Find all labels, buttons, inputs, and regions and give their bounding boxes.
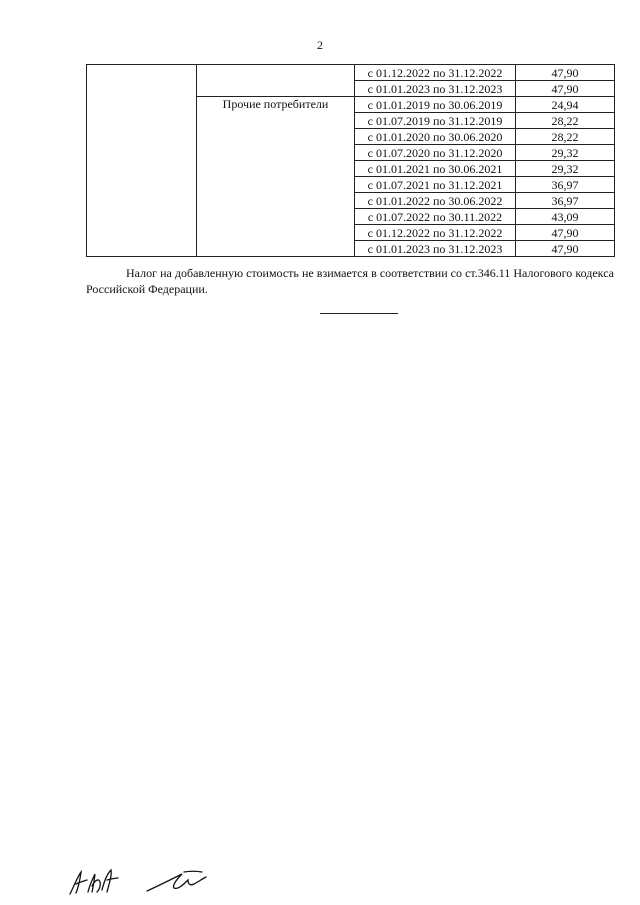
price-cell: 36,97 (516, 193, 615, 209)
price-cell: 47,90 (516, 81, 615, 97)
period-cell: с 01.01.2023 по 31.12.2023 (355, 81, 516, 97)
period-cell: с 01.07.2020 по 31.12.2020 (355, 145, 516, 161)
period-cell: с 01.01.2022 по 30.06.2022 (355, 193, 516, 209)
price-cell: 28,22 (516, 129, 615, 145)
consumer-cell: Прочие потребители (197, 97, 355, 257)
price-cell: 29,32 (516, 161, 615, 177)
table-row (87, 65, 615, 81)
vat-note (86, 265, 614, 297)
price-cell: 47,90 (516, 65, 615, 81)
price-cell: 47,90 (516, 225, 615, 241)
vat-note-text: Налог на добавленную стоимость не взимается в соответствии со ст.346.11 Налогового кодекса Российской Федерации. (86, 266, 614, 296)
signature-2 (144, 864, 224, 894)
period-cell: с 01.01.2020 по 30.06.2020 (355, 129, 516, 145)
period-cell: с 01.01.2019 по 30.06.2019 (355, 97, 516, 113)
period-cell: с 01.01.2021 по 30.06.2021 (355, 161, 516, 177)
period-cell: с 01.12.2022 по 31.12.2022 (355, 65, 516, 81)
empty-cell (87, 65, 197, 257)
empty-cell (197, 65, 355, 97)
period-cell: с 01.01.2023 по 31.12.2023 (355, 241, 516, 257)
period-cell: с 01.07.2021 по 31.12.2021 (355, 177, 516, 193)
period-cell: с 01.07.2019 по 31.12.2019 (355, 113, 516, 129)
page-number: 2 (317, 38, 323, 52)
period-cell: с 01.07.2022 по 30.11.2022 (355, 209, 516, 225)
period-cell: с 01.12.2022 по 31.12.2022 (355, 225, 516, 241)
price-cell: 24,94 (516, 97, 615, 113)
price-cell: 47,90 (516, 241, 615, 257)
end-divider (320, 313, 398, 314)
tariff-table (86, 64, 615, 257)
price-cell: 43,09 (516, 209, 615, 225)
signature-1 (66, 866, 126, 898)
price-cell: 28,22 (516, 113, 615, 129)
price-cell: 36,97 (516, 177, 615, 193)
price-cell: 29,32 (516, 145, 615, 161)
